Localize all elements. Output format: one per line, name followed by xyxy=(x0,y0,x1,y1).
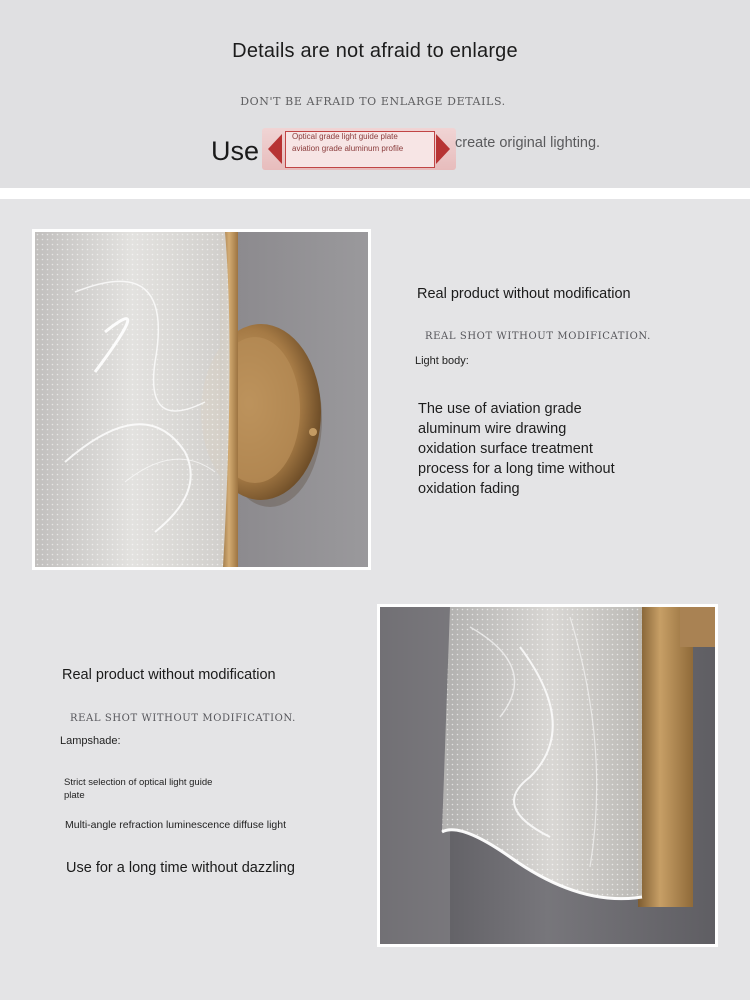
section2-point1 xyxy=(64,776,284,802)
lampshade-image xyxy=(380,607,715,944)
section1-desc-line: process for a long time without xyxy=(418,461,615,477)
section2-point3: Use for a long time without dazzling xyxy=(66,860,295,876)
light-body-photo xyxy=(32,229,371,570)
section1-title: Real product without modification xyxy=(417,286,631,302)
section1-label: Light body: xyxy=(415,355,469,367)
section2-title: Real product without modification xyxy=(62,667,276,683)
lampshade-photo xyxy=(377,604,718,947)
page-headline: Details are not afraid to enlarge xyxy=(232,40,518,62)
section2-point1-line: plate xyxy=(64,790,85,801)
section1-description xyxy=(418,399,718,499)
use-word: Use xyxy=(211,136,260,166)
section1-desc-line: The use of aviation grade xyxy=(418,401,582,417)
section2-label: Lampshade: xyxy=(60,735,121,747)
section1-desc-line: aluminum wire drawing xyxy=(418,421,567,437)
tag-text-line2: aviation grade aluminum profile xyxy=(292,144,404,153)
section1-subtitle: REAL SHOT WITHOUT MODIFICATION. xyxy=(425,331,651,342)
create-lighting-text: create original lighting. xyxy=(455,135,601,151)
section2-point1-line: Strict selection of optical light guide xyxy=(64,777,213,788)
section2-subtitle: REAL SHOT WITHOUT MODIFICATION. xyxy=(70,713,296,724)
page-subheadline: DON'T BE AFRAID TO ENLARGE DETAILS. xyxy=(240,95,506,108)
section2-point2: Multi-angle refraction luminescence diffuse light xyxy=(65,819,287,831)
tag-text-line1: Optical grade light guide plate xyxy=(292,132,398,141)
tag-left-arrow-icon xyxy=(268,134,282,164)
section1-desc-line: oxidation fading xyxy=(418,481,520,497)
section1-desc-line: oxidation surface treatment xyxy=(418,441,593,457)
light-body-image xyxy=(35,232,368,567)
tag-right-arrow-icon xyxy=(436,134,450,164)
divider xyxy=(0,188,750,199)
